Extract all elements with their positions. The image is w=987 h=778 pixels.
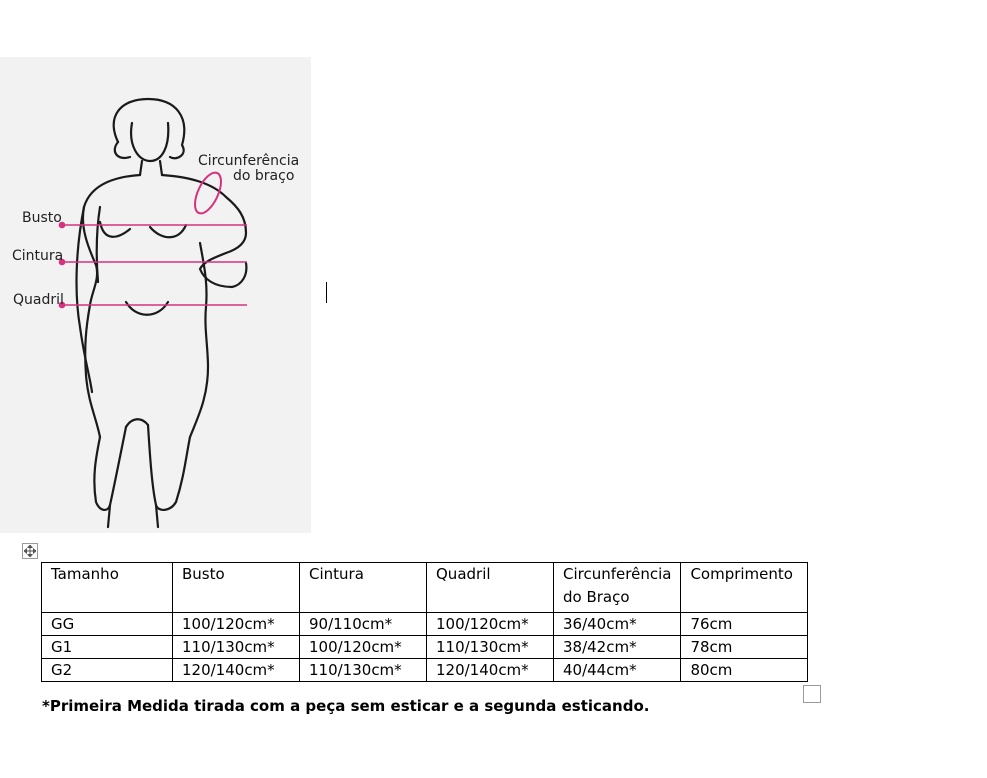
table-move-handle[interactable] [22, 543, 38, 559]
cell-hip[interactable]: 110/130cm* [427, 636, 554, 659]
cell-waist[interactable]: 100/120cm* [300, 636, 427, 659]
header-cell-waist[interactable]: Cintura [300, 563, 427, 613]
cell-arm[interactable]: 38/42cm* [554, 636, 681, 659]
size-guide-figure [0, 57, 311, 533]
bust-label: Busto [22, 210, 62, 226]
cell-arm[interactable]: 36/40cm* [554, 613, 681, 636]
table-resize-handle[interactable] [803, 685, 821, 703]
table-row [42, 659, 808, 682]
header-cell-arm[interactable]: Circunferência do Braço [554, 563, 681, 613]
cell-size[interactable]: G2 [42, 659, 173, 682]
cell-waist[interactable]: 90/110cm* [300, 613, 427, 636]
measurement-note: *Primeira Medida tirada com a peça sem esticar e a segunda esticando. [42, 697, 650, 715]
cell-length[interactable]: 78cm [681, 636, 808, 659]
header-cell-length[interactable]: Comprimento [681, 563, 808, 613]
cell-size[interactable]: GG [42, 613, 173, 636]
move-arrows-icon [24, 545, 36, 557]
cell-hip[interactable]: 100/120cm* [427, 613, 554, 636]
cell-arm[interactable]: 40/44cm* [554, 659, 681, 682]
cell-bust[interactable]: 100/120cm* [173, 613, 300, 636]
cell-bust[interactable]: 120/140cm* [173, 659, 300, 682]
header-cell-size[interactable]: Tamanho [42, 563, 173, 613]
table-row [42, 636, 808, 659]
header-cell-bust[interactable]: Busto [173, 563, 300, 613]
size-table [41, 562, 808, 682]
cell-waist[interactable]: 110/130cm* [300, 659, 427, 682]
cell-size[interactable]: G1 [42, 636, 173, 659]
cell-hip[interactable]: 120/140cm* [427, 659, 554, 682]
arm-circumference-label-line1: Circunferência [198, 153, 300, 169]
arm-circumference-label-line2: do braço [233, 168, 295, 184]
table-row [42, 613, 808, 636]
cell-length[interactable]: 76cm [681, 613, 808, 636]
table-header-row [42, 563, 808, 613]
text-cursor [326, 282, 327, 303]
waist-label: Cintura [12, 248, 64, 264]
cell-bust[interactable]: 110/130cm* [173, 636, 300, 659]
cell-length[interactable]: 80cm [681, 659, 808, 682]
hip-label: Quadril [13, 292, 64, 308]
header-cell-hip[interactable]: Quadril [427, 563, 554, 613]
